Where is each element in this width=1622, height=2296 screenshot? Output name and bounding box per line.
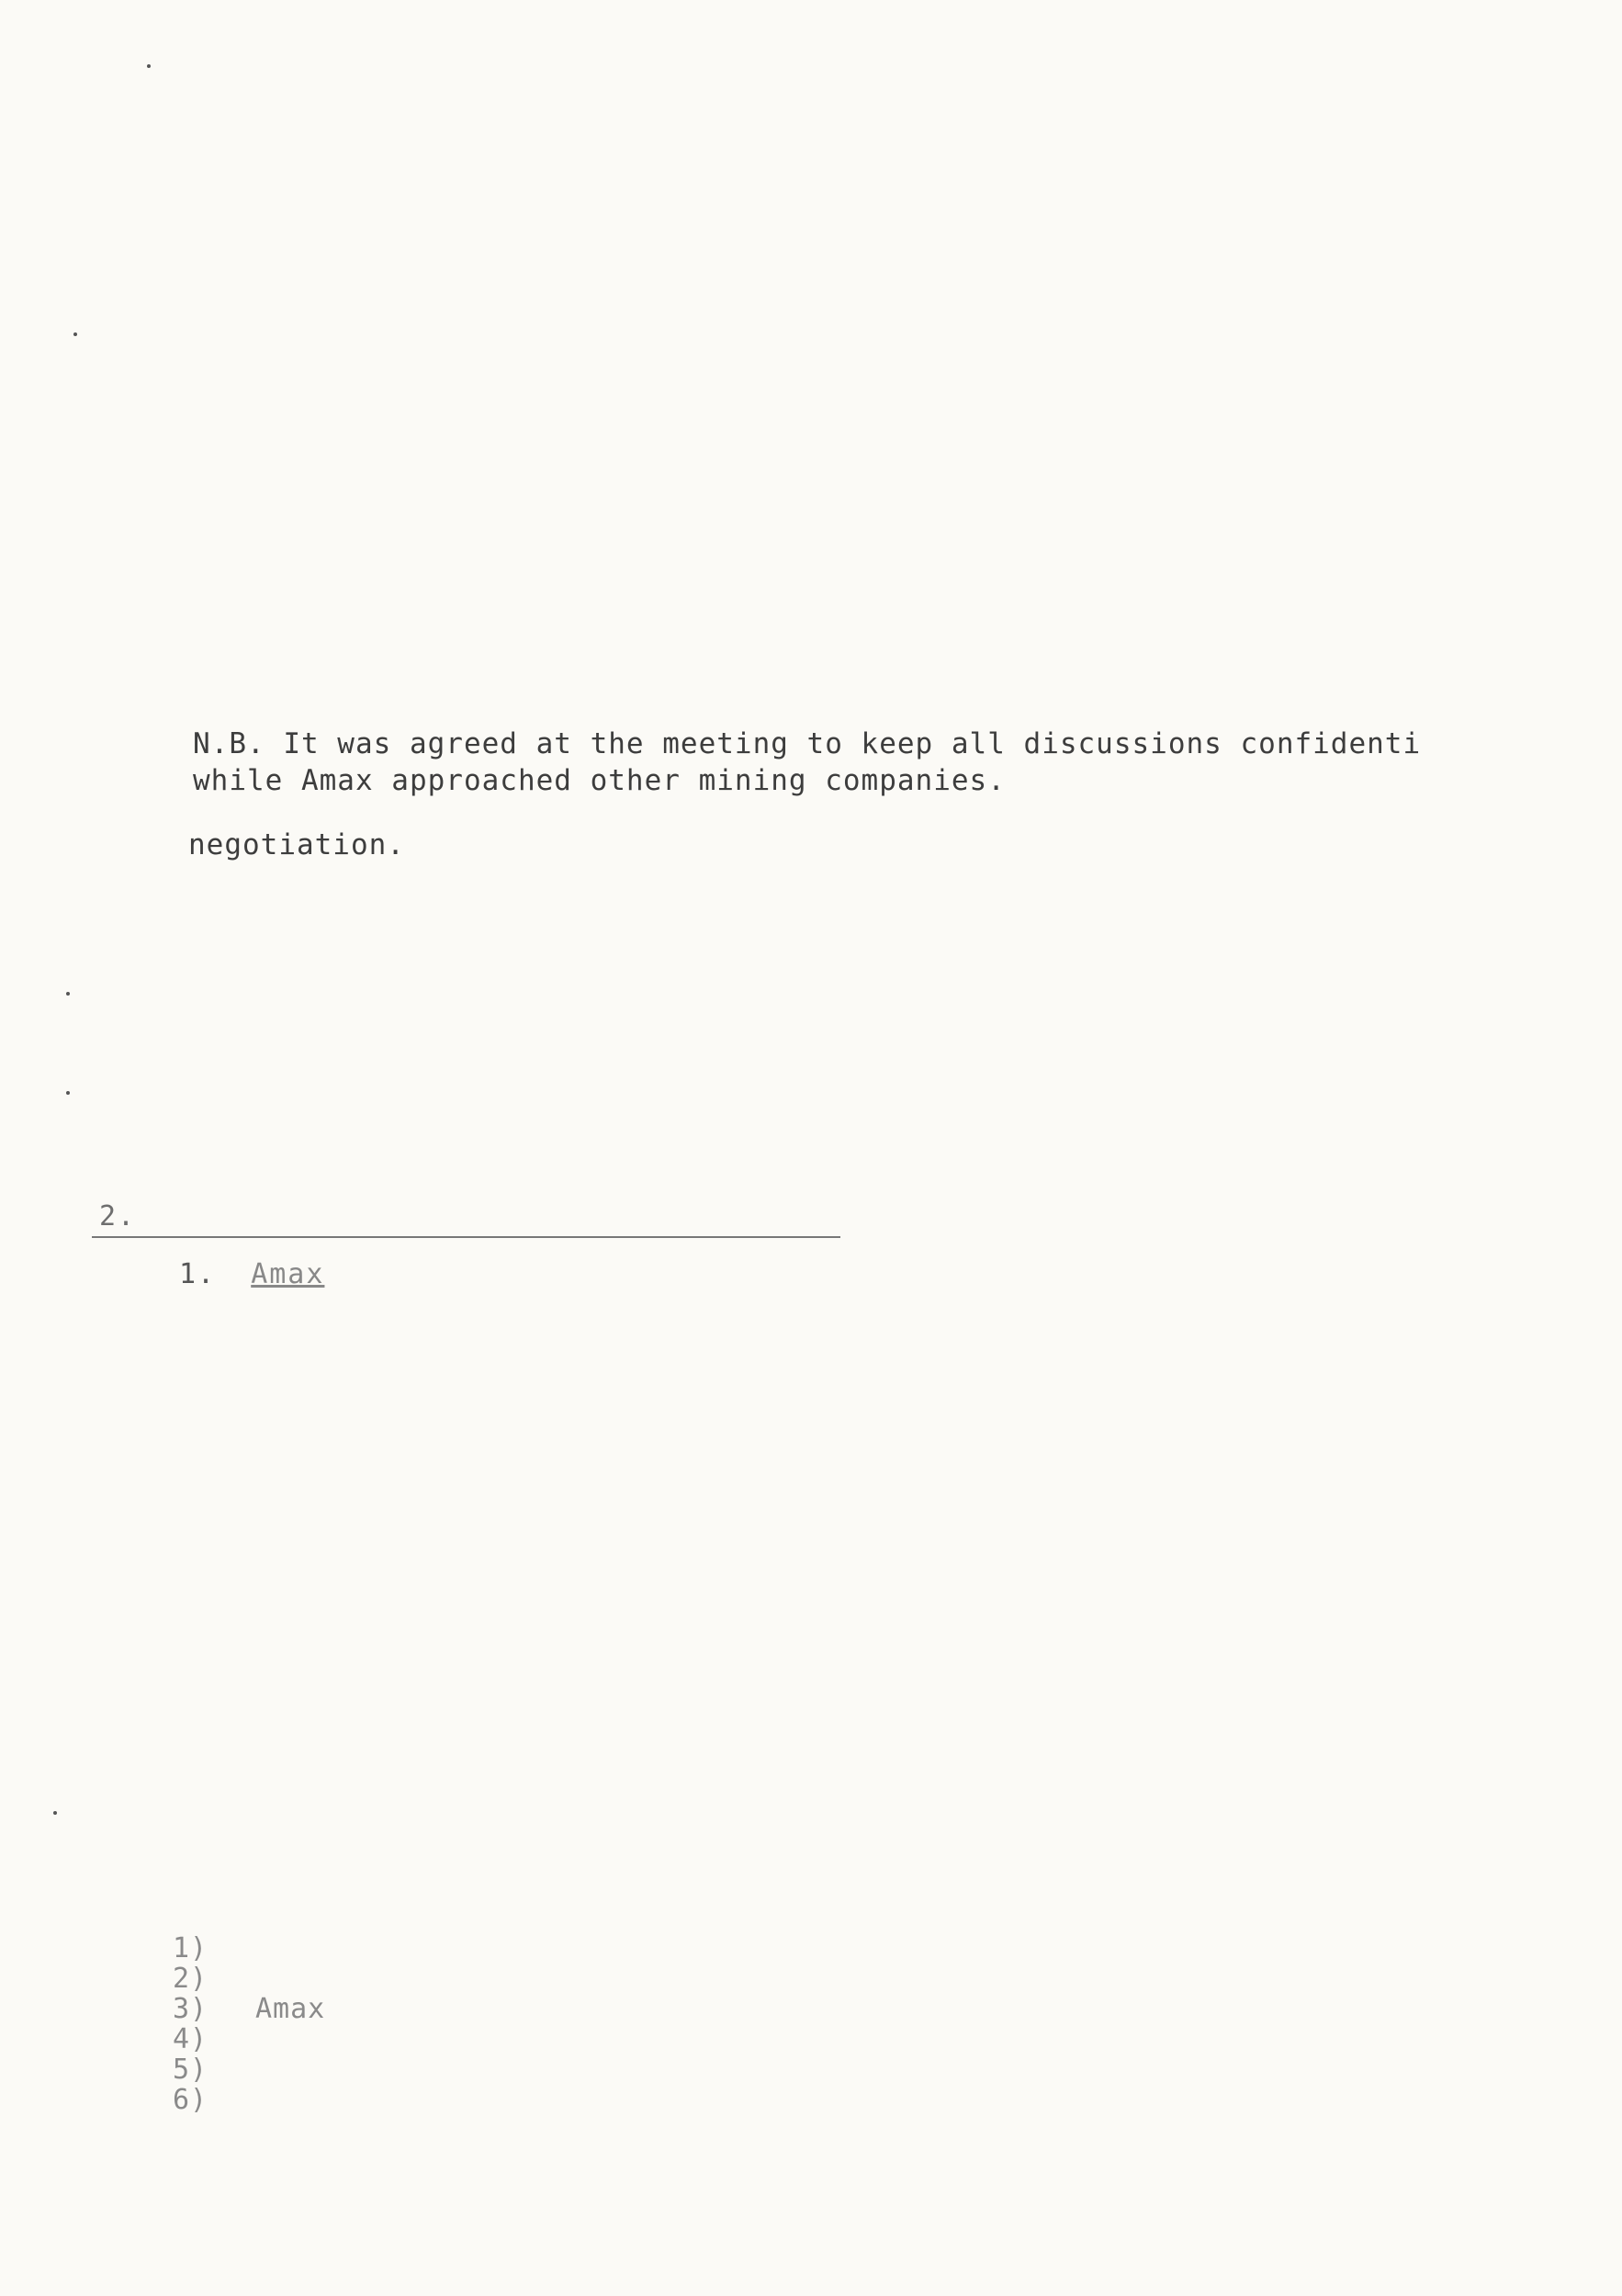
text-line: negotiation.: [188, 828, 405, 861]
scan-mark: [66, 1091, 70, 1095]
section-heading: [99, 1199, 169, 1235]
scan-mark: [66, 992, 70, 996]
list-item: 4): [173, 2023, 208, 2055]
list-item: 3) Amax: [173, 1993, 326, 2025]
paragraph-nb-note: [193, 726, 1421, 799]
scan-mark: [53, 1811, 57, 1815]
section-number: 2.: [99, 1200, 137, 1232]
list-item: 1): [173, 1932, 208, 1964]
text-line: while Amax approached other mining companies.: [193, 764, 1006, 797]
subsection-number: 1.: [179, 1258, 217, 1290]
stakeholder-list: [173, 1933, 325, 2115]
text-line: N.B. It was agreed at the meeting to keep all discussions confidenti: [193, 727, 1422, 760]
list-item: 2): [173, 1963, 208, 1995]
subsection-title: Amax: [251, 1258, 325, 1290]
list-item: 5): [173, 2054, 208, 2086]
section-underline: [92, 1236, 840, 1238]
list-item: 6): [173, 2084, 208, 2116]
subsection-heading: [179, 1256, 324, 1293]
scan-mark: [73, 332, 77, 336]
paragraph-cra-exploration: [188, 827, 405, 863]
scan-mark: [147, 64, 151, 68]
